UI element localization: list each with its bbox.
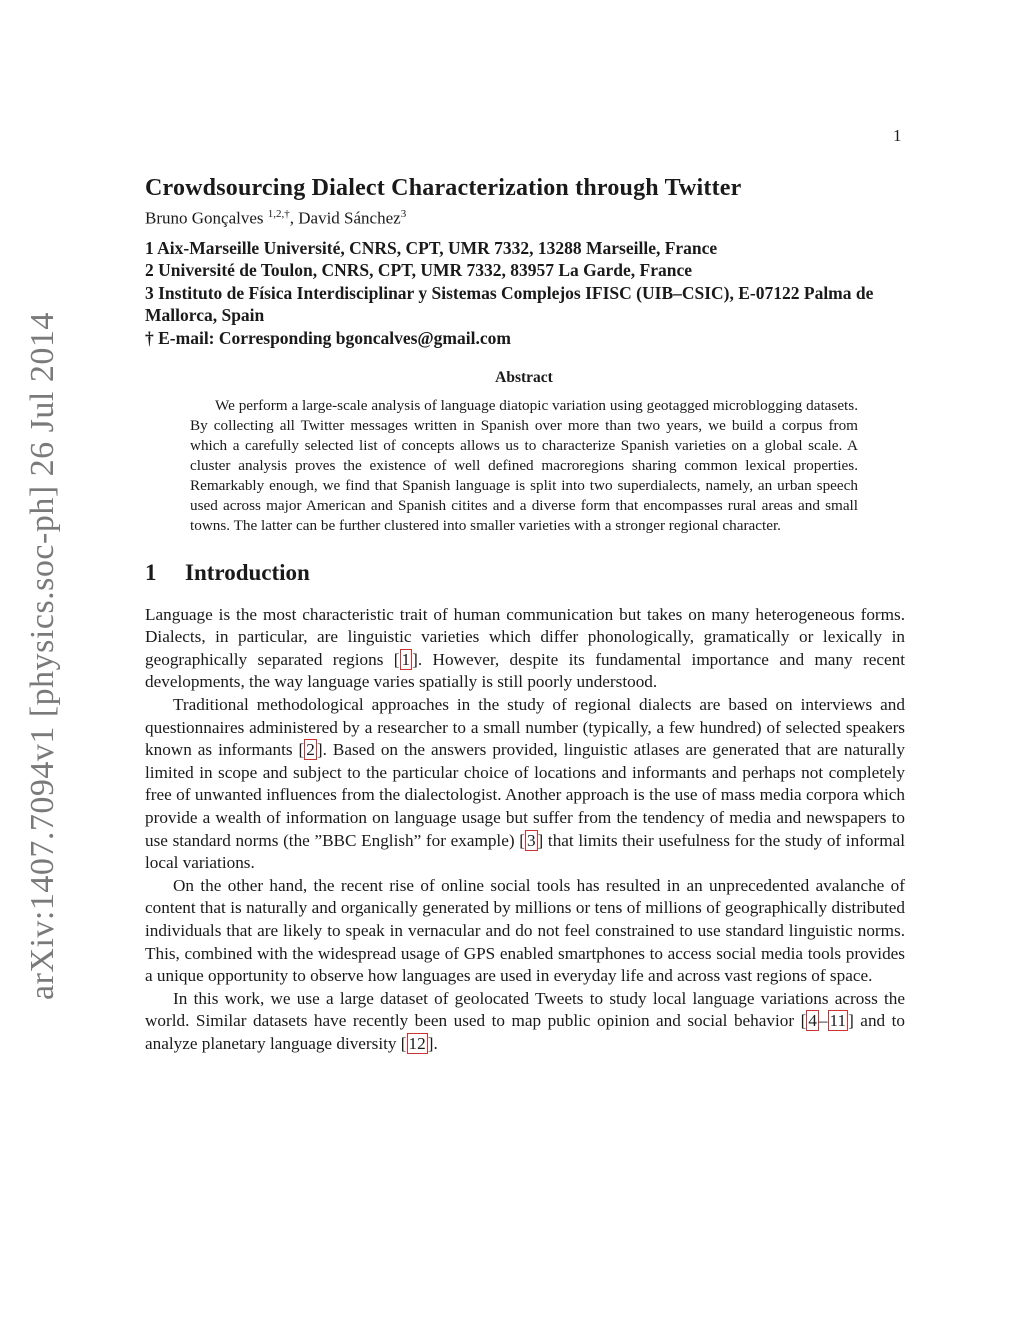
paragraph-text: . Based on the answers provided, linguistic atlases are generated that are naturally limited in scope and subject to the particular choice of locations and informants and perhaps not completely free of unwanted influences from the dialectologist. Another approach is the use of mass media corpora which provide a wealth of information on language usage but suffer from the tendency of media and newspapers to use standard norms (the ”BBC English” for example) — [145, 740, 905, 850]
paragraph-1: Language is the most characteristic trait of human communication but takes on many heterogeneous forms. Dialects, in particular, are linguistic varieties which differ phonologically, gramatically or lexically in geographically separated regions [ 1 ]. However, despite its fundamental importance and many recent developments, the way language varies spatially is still poorly understood. — [145, 604, 905, 692]
citation-link[interactable]: 12 — [408, 1033, 426, 1053]
arxiv-identifier-stamp: arXiv:1407.7094v1 [physics.soc-ph] 26 Jul 2014 — [24, 312, 61, 1000]
citation-link[interactable]: 11 — [829, 1011, 847, 1031]
paragraph-text: and to analyze planetary language diversity — [145, 1011, 905, 1053]
author-2: , David Sánchez — [289, 208, 401, 228]
section-number: 1 — [145, 559, 157, 585]
author-1: Bruno Gonçalves — [145, 208, 268, 228]
author-2-affiliation-marks: 3 — [400, 208, 407, 220]
author-1-affiliation-marks: 1,2,† — [267, 208, 290, 220]
citation-link[interactable]: 3 — [526, 830, 536, 850]
affiliation-2: 2 Université de Toulon, CNRS, CPT, UMR 7332, 83957 La Garde, France — [145, 260, 693, 281]
paper-title: Crowdsourcing Dialect Characterization through Twitter — [145, 175, 742, 201]
paragraph-text: On the other hand, the recent rise of online social tools has resulted in an unprecedented avalanche of content that is naturally and organically generated by millions or tens of millions of geographically distributed individuals that are likely to speak in vernacular and do not feel constrained to use standard linguistic norms. This, combined with the widespread usage of GPS enabled smartphones to access social media tools provides a unique opportunity to observe how languages are used in everyday life and across vast regions of space. — [145, 875, 905, 986]
author-list — [145, 208, 905, 229]
paragraph-text: Language is the most characteristic trait of human communication but takes on many heterogeneous forms. Dialects, in particular, are linguistic varieties which differ phonologically, gramatically or lexically in geographically separated regions — [145, 604, 905, 669]
paragraph-text: that limits their usefulness for the study of informal local variations. — [145, 830, 905, 873]
paragraph-text: . — [433, 1033, 438, 1053]
page-number: 1 — [893, 126, 902, 145]
paragraph-text: . However, despite its fundamental importance and many recent developments, the way language varies spatially is still poorly understood. — [145, 649, 905, 692]
citation-link[interactable]: 2 — [306, 740, 315, 760]
affiliation-3: 3 Instituto de Física Interdisciplinar y Sistemas Complejos IFISC (UIB–CSIC), E-07122 Palma de Mallorca, Spain — [145, 282, 874, 326]
paper-content — [145, 175, 905, 1056]
abstract-block — [190, 368, 858, 536]
citation-link[interactable]: 4 — [808, 1011, 817, 1031]
section-heading-introduction — [145, 560, 905, 586]
citation-link[interactable]: 1 — [401, 649, 411, 669]
paragraph-text: Traditional methodological approaches in the study of regional dialects are based on interviews and questionnaires administered by a researcher to a small number (typically, a few hundred) of selected speakers known as informants — [145, 695, 905, 760]
paragraph-3 — [145, 875, 905, 988]
corresponding-email: † E-mail: Corresponding bgoncalves@gmail.com — [145, 328, 511, 349]
paragraph-2: Traditional methodological approaches in the study of regional dialects are based on interviews and questionnaires administered by a researcher to a small number (typically, a few hundred) of selected speakers known as informants [ 2 ]. Based on the answers provided, linguistic atlases are generated that are naturally limited in scope and subject to the particular choice of locations and informants and perhaps not completely free of unwanted influences from the dialectologist. Another approach is the use of mass media corpora which provide a wealth of information on language usage but suffer from the tendency of media and newspapers to use standard norms (the ”BBC English” for example) [ 3 ] that limits their usefulness for the study of informal local variations. — [145, 695, 905, 873]
paragraph-4: In this work, we use a large dataset of geolocated Tweets to study local language variations across the world. Similar datasets have recently been used to map public opinion and social behavior [ 4 – 11 ] and to analyze planetary language diversity [ 12 ]. — [145, 988, 905, 1053]
citation-range-dash: – — [818, 1011, 828, 1031]
abstract-text: We perform a large-scale analysis of language diatopic variation using geotagged microblogging datasets. By collecting all Twitter messages written in Spanish over more than two years, we build a corpus from which a carefully selected list of concepts allows us to characterize Spanish varieties on a global scale. A cluster analysis proves the existence of well defined macroregions sharing common lexical properties. Remarkably enough, we find that Spanish language is split into two superdialects, namely, an urban speech used across major American and Spanish citites and a diverse form that encompasses rural areas and small towns. The latter can be further clustered into smaller varieties with a stronger regional character. — [190, 396, 858, 534]
introduction-body — [145, 604, 905, 1056]
affiliation-1: 1 Aix-Marseille Université, CNRS, CPT, UMR 7332, 13288 Marseille, France — [145, 237, 718, 258]
paragraph-text: In this work, we use a large dataset of geolocated Tweets to study local language variations across the world. Similar datasets have recently been used to map public opinion and social behavior — [145, 988, 905, 1031]
section-title: Introduction — [185, 559, 310, 585]
abstract-heading: Abstract — [495, 368, 553, 386]
